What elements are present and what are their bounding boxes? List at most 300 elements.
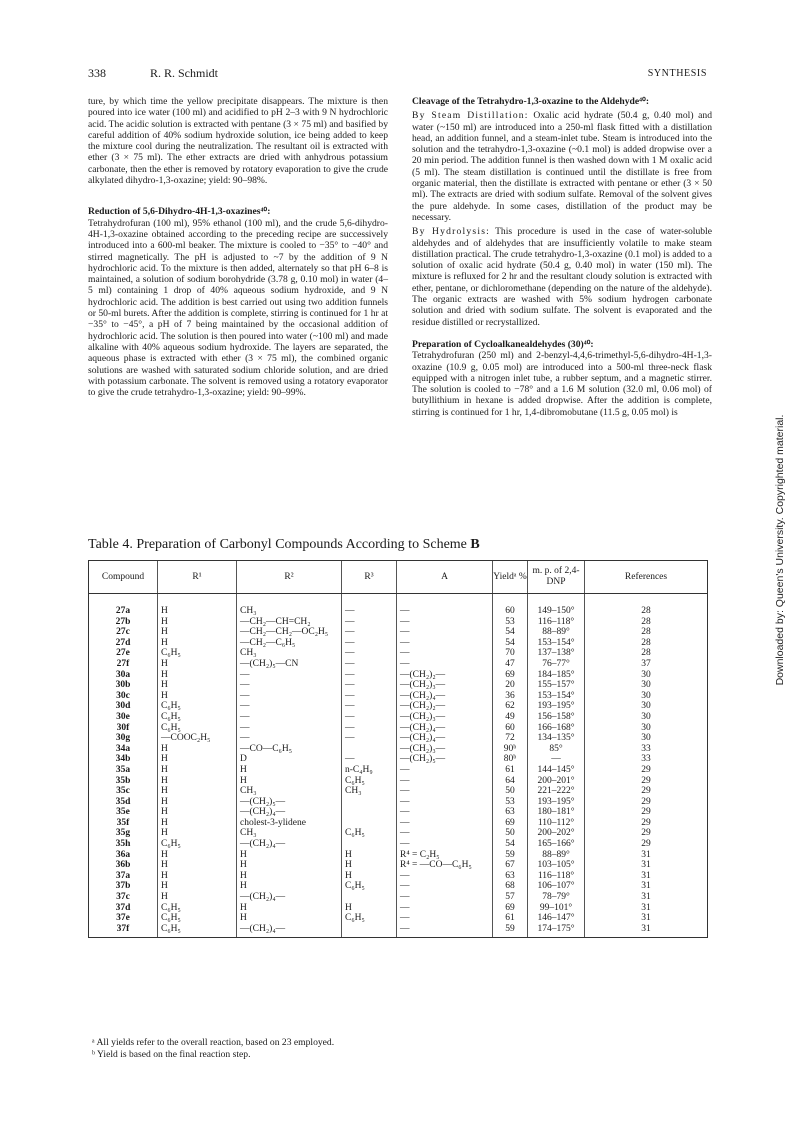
cell-a: —: [397, 913, 493, 924]
cell-r2: —: [237, 670, 342, 681]
cell-compound: 35c: [89, 786, 158, 797]
cell-yield: 69: [493, 670, 528, 681]
cell-r3: [342, 924, 397, 938]
cell-yield: 69: [493, 903, 528, 914]
cell-r3: —: [342, 627, 397, 638]
cell-yield: 59: [493, 924, 528, 938]
cell-r1: H: [158, 627, 237, 638]
cell-ref: 29: [585, 797, 708, 808]
cell-compound: 35f: [89, 818, 158, 829]
cell-mp: 144–145°: [528, 765, 585, 776]
hydrolysis-method-text: This procedure is used in the case of water-soluble aldehydes and of aldehydes that are insufficiently volatile to make steam distillation practical. The crude tetrahydro-1,3-oxazine (0.1 mol) is added to a solution of oxalic acid hydrate (50.4 g, 0.40 mol) in water (150 ml). The mixture is refluxed for 2 hr and the resultant cloudy solution is extracted with ether, pentane, or dichloromethane (depending on the nature of the aldehyde). The organic extracts are washed with 5% sodium hydrogen carbonate solution and dried with sodium sulfate. The solvent is evaporated and the residue distilled or recrystallized.: [412, 226, 712, 328]
table-row: [89, 754, 708, 765]
cell-r1: C₆H₅: [158, 913, 237, 924]
cell-r2: —(CH₂)₅—CN: [237, 659, 342, 670]
cleavage-heading: Cleavage of the Tetrahydro-1,3-oxazine to the Aldehyde⁴⁰:: [412, 96, 650, 107]
header-yield: Yieldᵃ %: [493, 561, 528, 594]
cell-a: —: [397, 627, 493, 638]
cell-yield: 80ᵇ: [493, 754, 528, 765]
cell-compound: 35e: [89, 807, 158, 818]
cell-r2: CH₃: [237, 594, 342, 617]
cell-a: —(CH₂)₂—: [397, 670, 493, 681]
cell-compound: 35a: [89, 765, 158, 776]
carbonyl-compounds-table: [88, 560, 708, 938]
cell-a: —(CH₂)₄—: [397, 691, 493, 702]
cell-compound: 35d: [89, 797, 158, 808]
cell-mp: 193–195°: [528, 797, 585, 808]
cell-mp: 221–222°: [528, 786, 585, 797]
table-row: [89, 807, 708, 818]
cell-r1: C₆H₅: [158, 712, 237, 723]
cell-r2: H: [237, 871, 342, 882]
cell-a: —: [397, 892, 493, 903]
cell-yield: 36: [493, 691, 528, 702]
cell-mp: 153–154°: [528, 691, 585, 702]
cell-yield: 59: [493, 850, 528, 861]
table-row: [89, 765, 708, 776]
right-column: [412, 96, 712, 418]
cell-r3: [342, 797, 397, 808]
table-row: [89, 744, 708, 755]
cell-compound: 30c: [89, 691, 158, 702]
cell-compound: 37c: [89, 892, 158, 903]
cell-r2: CH₃: [237, 828, 342, 839]
cell-r1: C₆H₅: [158, 924, 237, 938]
cell-ref: 31: [585, 913, 708, 924]
cell-r3: [342, 807, 397, 818]
cell-r3: —: [342, 617, 397, 628]
cell-r2: —: [237, 712, 342, 723]
cell-r2: H: [237, 913, 342, 924]
cell-a: —: [397, 617, 493, 628]
table-row: [89, 701, 708, 712]
table-row: [89, 691, 708, 702]
running-author: R. R. Schmidt: [150, 66, 219, 80]
cell-ref: 28: [585, 617, 708, 628]
cell-ref: 30: [585, 733, 708, 744]
cell-r2: —CO—C₆H₅: [237, 744, 342, 755]
table-row: [89, 659, 708, 670]
cell-ref: 31: [585, 892, 708, 903]
cell-a: R⁴ = —CO—C₆H₅: [397, 860, 493, 871]
cell-r2: H: [237, 776, 342, 787]
cell-r3: CH₃: [342, 786, 397, 797]
cell-compound: 27d: [89, 638, 158, 649]
header-references: References: [585, 561, 708, 594]
cell-a: —: [397, 828, 493, 839]
cell-yield: 62: [493, 701, 528, 712]
table-row: [89, 871, 708, 882]
table-footnotes: [92, 1037, 334, 1061]
cell-a: —: [397, 594, 493, 617]
header-a: A: [397, 561, 493, 594]
table-row: [89, 850, 708, 861]
cell-a: —: [397, 871, 493, 882]
cell-ref: 30: [585, 670, 708, 681]
cell-ref: 29: [585, 828, 708, 839]
cell-mp: 146–147°: [528, 913, 585, 924]
cell-yield: 53: [493, 617, 528, 628]
cell-a: —: [397, 903, 493, 914]
cell-r2: H: [237, 850, 342, 861]
cell-ref: 28: [585, 594, 708, 617]
cell-a: —: [397, 765, 493, 776]
cell-compound: 37a: [89, 871, 158, 882]
table-row: [89, 594, 708, 617]
cell-mp: 149–150°: [528, 594, 585, 617]
cell-ref: 30: [585, 723, 708, 734]
cell-r1: H: [158, 617, 237, 628]
left-paragraph-1: ture, by which time the yellow precipitate disappears. The mixture is then poured into ice water (100 ml) and acidified to pH 2–3 with 9 N hydrochloric acid. The acidic solution is extracted with pentane (3 × 75 ml) and basified by careful addition of 40% sodium hydroxide solution, ice being added to keep the mixture cool during the neutralization. The resultant oil is extracted with ether (3 × 75 ml). The ether extracts are dried with anhydrous potassium carbonate, then the ether is removed by rotatory evaporation to give the crude alkylated dihydro-1,3-oxazine; yield: 90–98%.: [88, 96, 388, 187]
cell-yield: 49: [493, 712, 528, 723]
cell-r3: H: [342, 903, 397, 914]
table-caption: [88, 537, 480, 553]
cell-yield: 54: [493, 839, 528, 850]
header-r2: R²: [237, 561, 342, 594]
cell-a: —: [397, 924, 493, 938]
table-row: [89, 818, 708, 829]
cell-compound: 37b: [89, 881, 158, 892]
cell-r1: C₆H₅: [158, 723, 237, 734]
cell-a: —: [397, 776, 493, 787]
cell-compound: 27e: [89, 648, 158, 659]
table-row: [89, 617, 708, 628]
cell-compound: 35g: [89, 828, 158, 839]
cell-compound: 30a: [89, 670, 158, 681]
cell-r2: H: [237, 881, 342, 892]
cell-r1: H: [158, 786, 237, 797]
cell-r3: —: [342, 638, 397, 649]
table-row: [89, 881, 708, 892]
cell-r2: —CH₂—C₆H₅: [237, 638, 342, 649]
cell-r1: H: [158, 892, 237, 903]
cell-a: R⁴ = C₂H₅: [397, 850, 493, 861]
cell-r2: —CH₂—CH=CH₂: [237, 617, 342, 628]
table-header-row: [89, 561, 708, 594]
table-row: [89, 797, 708, 808]
download-notice-text: Downloaded by: Queen's University. Copyrighted material.: [774, 414, 786, 686]
cell-mp: 103–105°: [528, 860, 585, 871]
cell-yield: 54: [493, 638, 528, 649]
cell-compound: 30d: [89, 701, 158, 712]
cell-a: —(CH₂)₃—: [397, 680, 493, 691]
cell-mp: 165–166°: [528, 839, 585, 850]
cell-ref: 31: [585, 871, 708, 882]
cell-r1: C₆H₅: [158, 839, 237, 850]
cell-a: —: [397, 648, 493, 659]
cell-yield: 60: [493, 594, 528, 617]
cell-mp: 153–154°: [528, 638, 585, 649]
cell-yield: 20: [493, 680, 528, 691]
cell-r1: H: [158, 754, 237, 765]
cell-ref: 29: [585, 776, 708, 787]
table-row: [89, 903, 708, 914]
cell-ref: 30: [585, 701, 708, 712]
cell-yield: 64: [493, 776, 528, 787]
cell-compound: 37f: [89, 924, 158, 938]
cell-yield: 53: [493, 797, 528, 808]
table-body: [89, 594, 708, 938]
table-row: [89, 828, 708, 839]
cell-compound: 34a: [89, 744, 158, 755]
table-row: [89, 638, 708, 649]
cell-compound: 27c: [89, 627, 158, 638]
cell-yield: 61: [493, 765, 528, 776]
cell-r3: —: [342, 701, 397, 712]
cell-r3: C₆H₅: [342, 828, 397, 839]
cell-a: —(CH₂)₂—: [397, 701, 493, 712]
table-row: [89, 786, 708, 797]
cell-yield: 69: [493, 818, 528, 829]
cell-r1: H: [158, 871, 237, 882]
cell-compound: 35b: [89, 776, 158, 787]
cell-r2: CH₃: [237, 786, 342, 797]
cell-a: —: [397, 797, 493, 808]
cell-a: —(CH₂)₄—: [397, 723, 493, 734]
table-row: [89, 723, 708, 734]
cell-r2: —CH₂—CH₂—OC₂H₅: [237, 627, 342, 638]
table-row: [89, 648, 708, 659]
cell-mp: 110–112°: [528, 818, 585, 829]
table-row: [89, 680, 708, 691]
cell-mp: 88–89°: [528, 850, 585, 861]
cell-a: —: [397, 807, 493, 818]
cell-mp: 200–202°: [528, 828, 585, 839]
table-row: [89, 776, 708, 787]
cell-yield: 54: [493, 627, 528, 638]
cycloalkane-heading: Preparation of Cycloalkanealdehydes (30)⁴⁰:: [412, 338, 594, 350]
cell-yield: 47: [493, 659, 528, 670]
footnote-b: ᵇ Yield is based on the final reaction step.: [92, 1049, 251, 1060]
cell-r2: D: [237, 754, 342, 765]
cell-r1: H: [158, 881, 237, 892]
cell-r1: H: [158, 638, 237, 649]
table-caption-text: Table 4. Preparation of Carbonyl Compounds According to Scheme: [88, 537, 471, 552]
cell-compound: 37e: [89, 913, 158, 924]
cell-r3: —: [342, 733, 397, 744]
cell-yield: 63: [493, 807, 528, 818]
reduction-heading: Reduction of 5,6-Dihydro-4H-1,3-oxazines⁴⁰:: [88, 206, 271, 218]
cell-a: —: [397, 638, 493, 649]
cell-mp: 193–195°: [528, 701, 585, 712]
cell-r1: H: [158, 860, 237, 871]
cell-r2: H: [237, 765, 342, 776]
cell-r1: H: [158, 828, 237, 839]
cell-r2: —: [237, 733, 342, 744]
cell-r1: H: [158, 680, 237, 691]
table-row: [89, 712, 708, 723]
cell-a: —: [397, 659, 493, 670]
cell-a: —(CH₂)₃—: [397, 712, 493, 723]
cell-ref: 31: [585, 924, 708, 938]
cell-yield: 50: [493, 828, 528, 839]
cell-ref: 30: [585, 680, 708, 691]
cell-r3: —: [342, 754, 397, 765]
header-r1: R¹: [158, 561, 237, 594]
cell-mp: 99–101°: [528, 903, 585, 914]
cell-r3: —: [342, 670, 397, 681]
journal-name: SYNTHESIS: [647, 68, 707, 79]
cell-compound: 27b: [89, 617, 158, 628]
cell-r1: H: [158, 659, 237, 670]
cell-r1: H: [158, 765, 237, 776]
cell-r1: H: [158, 744, 237, 755]
cell-mp: 134–135°: [528, 733, 585, 744]
cell-r3: C₆H₅: [342, 776, 397, 787]
cell-ref: 29: [585, 807, 708, 818]
cell-mp: 106–107°: [528, 881, 585, 892]
cell-ref: 28: [585, 648, 708, 659]
cell-yield: 57: [493, 892, 528, 903]
cell-r2: —: [237, 680, 342, 691]
cell-r1: H: [158, 776, 237, 787]
cell-mp: 166–168°: [528, 723, 585, 734]
steam-method-text: Oxalic acid hydrate (50.4 g, 0.40 mol) and water (~150 ml) are introduced into a 250-ml flask fitted with a distillation head, an addition funnel, and a steam-inlet tube. Steam is introduced into the solution and the tetrahydro-1,3-oxazine (~0.1 mol) is added dropwise over a 20 min period. The addition funnel is then washed down with 1 M oxalic acid (5 ml). The steam distillation is continued until the distillate is free from organic material, then the distillate is extracted with pentane or ether (3 × 50 ml). The extracts are dried with sodium sulfate. Removal of the solvent gives the pure aldehyde. In some cases, distillation of the product may be necessary.: [412, 110, 712, 223]
cell-ref: 33: [585, 744, 708, 755]
cell-mp: 137–138°: [528, 648, 585, 659]
cell-r2: H: [237, 860, 342, 871]
cell-r3: —: [342, 712, 397, 723]
hydrolysis-method-label: By Hydrolysis:: [412, 226, 490, 238]
cell-yield: 68: [493, 881, 528, 892]
header-compound: Compound: [89, 561, 158, 594]
cell-mp: 200–201°: [528, 776, 585, 787]
table-caption-scheme: B: [470, 537, 480, 552]
left-paragraph-2: Tetrahydrofuran (100 ml), 95% ethanol (100 ml), and the crude 5,6-dihydro-4H-1,3-oxazine obtained according to the preceding recipe are successively introduced into a 600-ml beaker. The mixture is cooled to −35° to −40° and stirred magnetically. The pH is adjusted to ~7 by the addition of 9 N hydrochloric acid. To the mixture is then added, alternately so that pH 6–8 is maintained, a solution of sodium borohydride (3.78 g, 0.10 mol) in water (4–5 ml) containing 1 drop of 40% aqueous sodium hydroxide, and 9 N hydrochloric acid. The addition is best carried out using two addition funnels or 50-ml burets. After the addition is complete, stirring is continued for 1 hr at −35° to −45°, a pH of 7 being maintained by the occasional addition of hydrochloric acid. The solution is then poured into water (~100 ml) and made alkaline with 40% aqueous sodium hydroxide. The layers are separated, the aqueous phase is extracted with ether (3 × 75 ml), the combined organic solutions are washed with saturated sodium chloride solution, and are dried with potassium carbonate. The solvent is removed using a rotatory evaporator to give the crude tetrahydro-1,3-oxazine; yield: 90–99%.: [88, 217, 389, 399]
cell-r2: —: [237, 701, 342, 712]
cell-ref: 29: [585, 765, 708, 776]
cell-yield: 61: [493, 913, 528, 924]
cell-ref: 30: [585, 712, 708, 723]
cell-r2: —(CH₂)₄—: [237, 892, 342, 903]
cell-a: —(CH₂)₅—: [397, 754, 493, 765]
header-r3: R³: [342, 561, 397, 594]
cell-yield: 60: [493, 723, 528, 734]
cell-r3: n-C₄H₉: [342, 765, 397, 776]
cell-r1: C₆H₅: [158, 903, 237, 914]
cell-r2: CH₃: [237, 648, 342, 659]
cell-r3: [342, 818, 397, 829]
cell-r3: [342, 839, 397, 850]
table-row: [89, 627, 708, 638]
cell-ref: 28: [585, 627, 708, 638]
cell-compound: 30g: [89, 733, 158, 744]
cell-r1: H: [158, 850, 237, 861]
cell-mp: —: [528, 754, 585, 765]
cell-yield: 72: [493, 733, 528, 744]
cell-ref: 31: [585, 860, 708, 871]
cell-r1: H: [158, 594, 237, 617]
cell-compound: 30b: [89, 680, 158, 691]
cell-compound: 37d: [89, 903, 158, 914]
table-row: [89, 913, 708, 924]
cell-r1: H: [158, 818, 237, 829]
cell-r3: C₆H₅: [342, 913, 397, 924]
cell-mp: 76–77°: [528, 659, 585, 670]
cell-compound: 27f: [89, 659, 158, 670]
table-row: [89, 860, 708, 871]
page-number: 338: [88, 66, 106, 80]
cell-compound: 30e: [89, 712, 158, 723]
cell-r1: C₆H₅: [158, 648, 237, 659]
cell-ref: 31: [585, 850, 708, 861]
cell-r3: H: [342, 850, 397, 861]
cell-ref: 37: [585, 659, 708, 670]
cell-ref: 28: [585, 638, 708, 649]
cell-ref: 29: [585, 786, 708, 797]
cell-yield: 63: [493, 871, 528, 882]
cell-r2: —(CH₂)₄—: [237, 924, 342, 938]
cycloalkane-text: Tetrahydrofuran (250 ml) and 2-benzyl-4,4,6-trimethyl-5,6-dihydro-4H-1,3-oxazine (10.9 g, 0.05 mol) are introduced into a 500-ml three-neck flask equipped with a nitrogen inlet tube, a rubber septum, and a magnetic stirrer. The solution is cooled to −78° and a 1.6 M solution (32.0 ml, 0.06 mol) of butyllithium in hexane is added dropwise. After the addition is complete, stirring is continued for 1 hr, 1,4-dibromobutane (11.5 g, 0.05 mol) is: [412, 350, 712, 418]
cell-mp: 155–157°: [528, 680, 585, 691]
cell-r2: —: [237, 691, 342, 702]
table-row: [89, 892, 708, 903]
cell-r2: cholest-3-ylidene: [237, 818, 342, 829]
cell-mp: 156–158°: [528, 712, 585, 723]
cell-mp: 180–181°: [528, 807, 585, 818]
cell-ref: 29: [585, 818, 708, 829]
cell-mp: 116–118°: [528, 617, 585, 628]
cell-r2: —(CH₂)₅—: [237, 797, 342, 808]
cell-ref: 31: [585, 903, 708, 914]
cell-mp: 88–89°: [528, 627, 585, 638]
table-row: [89, 924, 708, 938]
table-row: [89, 839, 708, 850]
cell-a: —: [397, 786, 493, 797]
cell-r3: C₆H₅: [342, 881, 397, 892]
cell-ref: 29: [585, 839, 708, 850]
table-row: [89, 670, 708, 681]
cell-r1: H: [158, 691, 237, 702]
cell-ref: 31: [585, 881, 708, 892]
cell-yield: 70: [493, 648, 528, 659]
cell-mp: 78–79°: [528, 892, 585, 903]
cell-r2: —: [237, 723, 342, 734]
table-row: [89, 733, 708, 744]
cell-compound: 30f: [89, 723, 158, 734]
cell-yield: 50: [493, 786, 528, 797]
cell-r2: H: [237, 903, 342, 914]
cell-compound: 36b: [89, 860, 158, 871]
cell-compound: 36a: [89, 850, 158, 861]
cell-r1: H: [158, 797, 237, 808]
cell-r3: —: [342, 680, 397, 691]
cell-mp: 116–118°: [528, 871, 585, 882]
left-column: [88, 96, 388, 398]
cell-r1: H: [158, 670, 237, 681]
steam-method-label: By Steam Distillation:: [412, 110, 529, 122]
cell-ref: 30: [585, 691, 708, 702]
cell-a: —: [397, 839, 493, 850]
cell-compound: 34b: [89, 754, 158, 765]
cell-r3: H: [342, 860, 397, 871]
footnote-a: ᵃ All yields refer to the overall reaction, based on 23 employed.: [92, 1037, 335, 1048]
cell-r1: H: [158, 807, 237, 818]
cell-ref: 33: [585, 754, 708, 765]
cell-mp: 184–185°: [528, 670, 585, 681]
cell-r3: —: [342, 691, 397, 702]
cell-r2: —(CH₂)₄—: [237, 807, 342, 818]
cell-r1: C₆H₅: [158, 701, 237, 712]
cell-r3: —: [342, 723, 397, 734]
header-mp: m. p. of 2,4-DNP: [528, 561, 585, 594]
cell-compound: 35h: [89, 839, 158, 850]
cell-compound: 27a: [89, 594, 158, 617]
cell-yield: 90ᵇ: [493, 744, 528, 755]
cell-a: —(CH₂)₃—: [397, 744, 493, 755]
cell-yield: 67: [493, 860, 528, 871]
cell-r3: —: [342, 648, 397, 659]
